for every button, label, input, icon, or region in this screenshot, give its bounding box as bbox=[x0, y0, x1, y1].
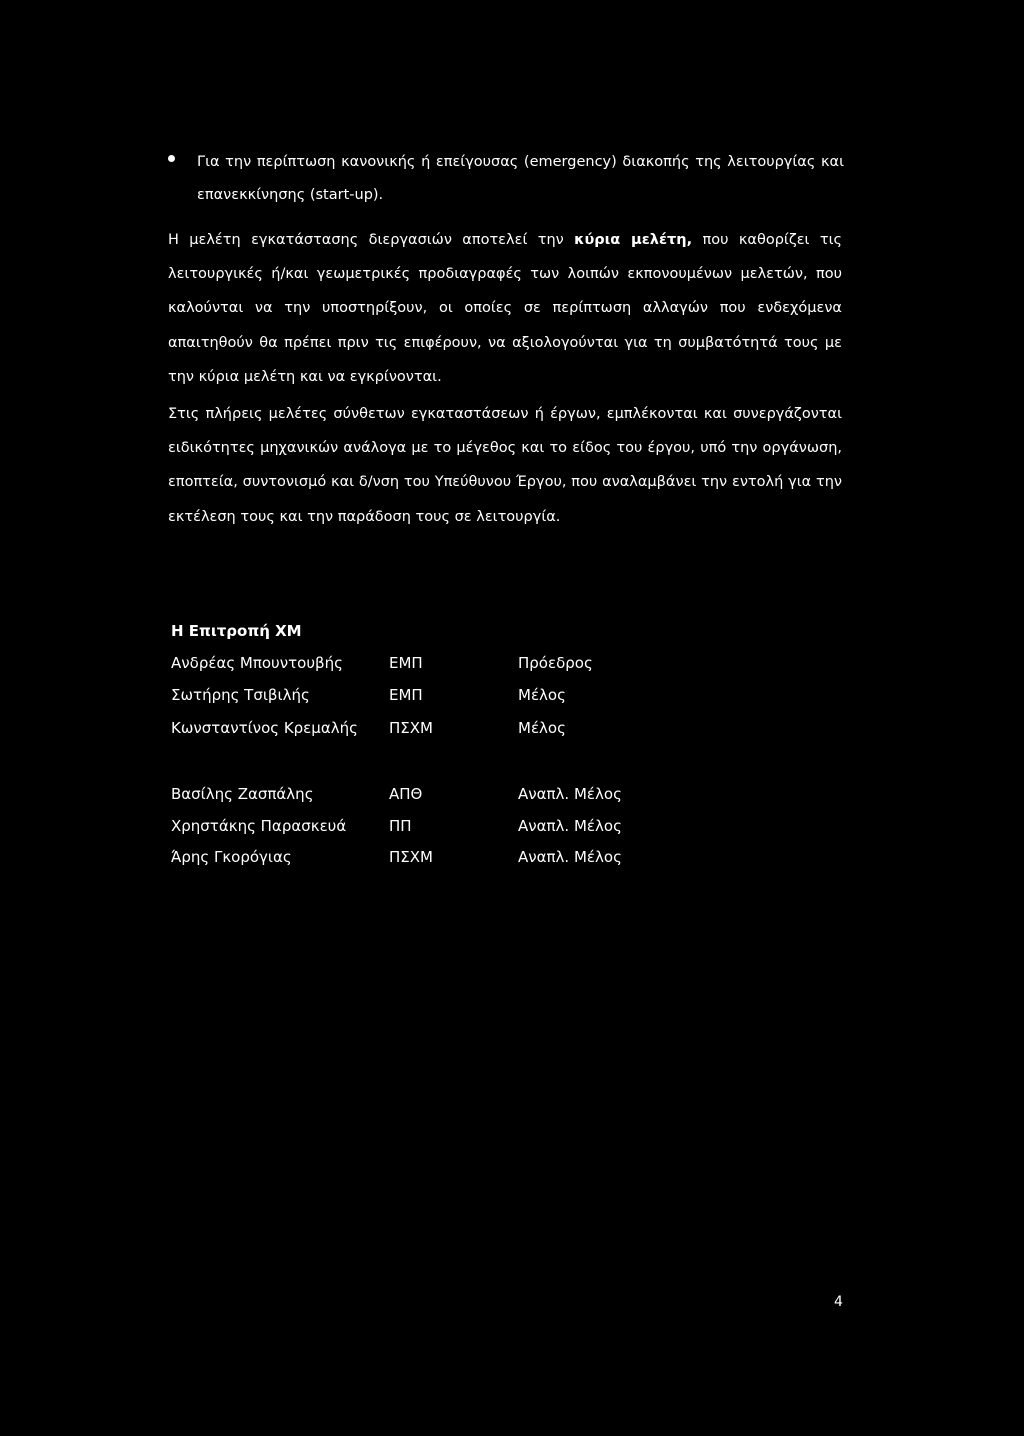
member-org: ΑΠΘ bbox=[389, 785, 423, 803]
member-name: Άρης Γκορόγιας bbox=[171, 848, 292, 866]
bullet-item bbox=[168, 146, 844, 212]
member-role: Πρόεδρος bbox=[518, 654, 593, 672]
member-role: Μέλος bbox=[518, 686, 566, 704]
member-org: ΠΠ bbox=[389, 817, 412, 835]
member-name: Ανδρέας Μπουντουβής bbox=[171, 654, 343, 672]
paragraph-main-study-start: Η μελέτη εγκατάστασης διεργασιών αποτελεί την bbox=[168, 232, 575, 248]
member-name: Βασίλης Ζασπάλης bbox=[171, 785, 314, 803]
committee-member-row bbox=[171, 686, 671, 710]
member-org: ΕΜΠ bbox=[389, 654, 423, 672]
member-name: Σωτήρης Τσιβιλής bbox=[171, 686, 310, 704]
member-role: Μέλος bbox=[518, 719, 566, 737]
paragraph-main-study bbox=[168, 223, 842, 394]
member-role: Αναπλ. Μέλος bbox=[518, 848, 622, 866]
member-org: ΠΣΧΜ bbox=[389, 848, 433, 866]
member-name: Χρηστάκης Παρασκευά bbox=[171, 817, 347, 835]
committee-member-row bbox=[171, 719, 671, 743]
page-number: 4 bbox=[834, 1294, 843, 1310]
paragraph-main-study-bold: κύρια μελέτη, bbox=[574, 232, 693, 248]
bullet-text: Για την περίπτωση κανονικής ή επείγουσας (emergency) διακοπής της λειτουργίας και επανεκκίνησης (start-up). bbox=[197, 154, 844, 203]
committee-member-row bbox=[171, 654, 671, 678]
bullet-icon bbox=[168, 155, 175, 162]
alternate-member-row bbox=[171, 848, 671, 872]
member-name: Κωνσταντίνος Κρεμαλής bbox=[171, 719, 358, 737]
committee-title: Η Επιτροπή ΧΜ bbox=[171, 622, 302, 640]
member-org: ΕΜΠ bbox=[389, 686, 423, 704]
member-org: ΠΣΧΜ bbox=[389, 719, 433, 737]
alternate-member-row bbox=[171, 817, 671, 841]
paragraph-main-study-end: που καθορίζει τις λειτουργικές ή/και γεωμετρικές προδιαγραφές των λοιπών εκπονουμένων μελετών, που καλούνται να την υποστηρίξουν, οι οποίες σε περίπτωση αλλαγών που ενδεχόμενα απαιτηθούν θα πρέπει πριν τις επιφέρουν, να αξιολογούνται για τη συμβατότητά τους με την κύρια μελέτη και να εγκρίνονται. bbox=[168, 232, 842, 385]
paragraph-complex-studies: Στις πλήρεις μελέτες σύνθετων εγκαταστάσεων ή έργων, εμπλέκονται και συνεργάζονται ειδικότητες μηχανικών ανάλογα με το μέγεθος και το είδος του έργου, υπό την οργάνωση, εποπτεία, συντονισμό και δ/νση του Υπεύθυνου Έργου, που αναλαμβάνει την εντολή για την εκτέλεση τους και την παράδοση τους σε λειτουργία. bbox=[168, 406, 842, 525]
member-role: Αναπλ. Μέλος bbox=[518, 785, 622, 803]
alternate-member-row bbox=[171, 785, 671, 809]
member-role: Αναπλ. Μέλος bbox=[518, 817, 622, 835]
